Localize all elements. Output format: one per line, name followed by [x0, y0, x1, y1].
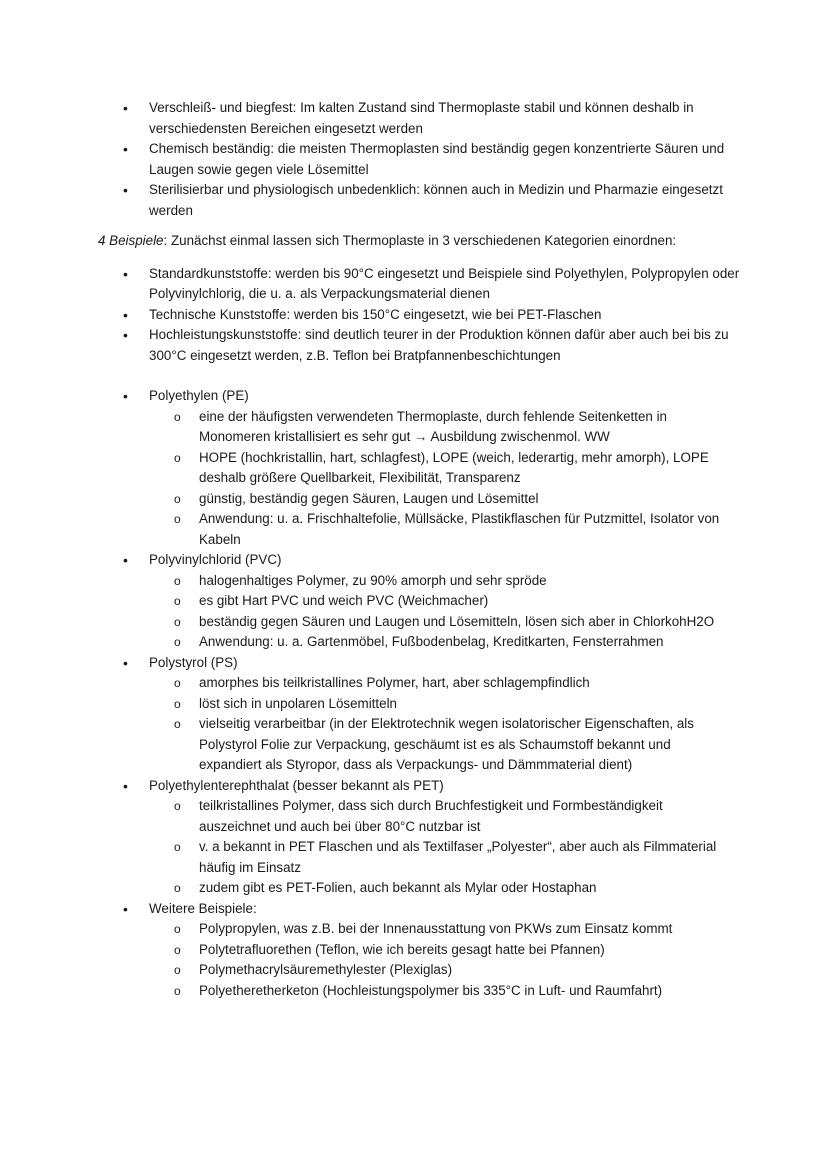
circle-bullet-icon: o — [174, 409, 181, 424]
bullet-icon: • — [123, 654, 128, 671]
list-item: • Chemisch beständig: die meisten Thermoplasten sind beständig gegen konzentrierte Säuren und Laugen sowie gegen viele Lösemittel — [123, 141, 725, 177]
polymer-item — [0, 653, 828, 776]
circle-bullet-icon: o — [174, 450, 181, 465]
circle-bullet-icon: o — [174, 922, 181, 936]
polymer-name: Polyvinylchlorid (PVC) — [149, 552, 282, 567]
circle-bullet-icon: o — [174, 942, 181, 957]
circle-bullet-icon: o — [174, 840, 181, 854]
sub-item: o beständig gegen Säuren und Laugen und Lösemitteln, lösen sich aber in ChlorkohH2O — [149, 612, 736, 633]
examples-intro: 4 Beispiele: Zunächst einmal lassen sich Thermoplaste in 3 verschiedenen Kategorien einordnen: — [98, 233, 677, 248]
bullet-icon: • — [123, 900, 128, 917]
sub-item: o eine der häufigsten verwendeten Thermoplaste, durch fehlende Seitenketten in Monomeren kristallisiert es sehr gut → Ausbildung zwischenmol. WW — [174, 408, 667, 444]
sub-list — [149, 571, 828, 653]
document-page — [0, 98, 828, 1001]
bullet-icon: • — [123, 182, 128, 198]
sub-item: o günstig, beständig gegen Säuren, Laugen und Lösemittel — [149, 489, 736, 510]
polymer-list — [0, 386, 828, 1001]
sub-item: o halogenhaltiges Polymer, zu 90% amorph und sehr spröde — [149, 571, 736, 592]
circle-bullet-icon: o — [174, 635, 181, 649]
bullet-icon: • — [123, 552, 128, 568]
sub-item: o Polypropylen, was z.B. bei der Innenausstattung von PKWs zum Einsatz kommt — [149, 919, 736, 940]
sub-list — [149, 673, 828, 776]
sub-item: o Polyetheretherketon (Hochleistungspolymer bis 335°C in Luft- und Raumfahrt) — [149, 981, 736, 1002]
sub-item: o es gibt Hart PVC und weich PVC (Weichmacher) — [149, 591, 736, 612]
list-item: • Technische Kunststoffe: werden bis 150°C eingesetzt, wie bei PET-Flaschen — [0, 305, 828, 326]
circle-bullet-icon: o — [174, 573, 181, 588]
sub-list — [149, 407, 828, 551]
polymer-item — [0, 776, 828, 899]
polymer-item — [0, 386, 828, 550]
circle-bullet-icon: o — [174, 696, 181, 711]
category-list — [0, 264, 828, 367]
sub-item: o Anwendung: u. a. Gartenmöbel, Fußbodenbelag, Kreditkarten, Fensterrahmen — [149, 632, 736, 653]
bullet-icon: • — [123, 100, 128, 116]
circle-bullet-icon: o — [174, 717, 181, 731]
circle-bullet-icon: o — [174, 983, 181, 998]
property-list — [0, 98, 828, 221]
circle-bullet-icon: o — [174, 799, 181, 813]
polymer-name: Polyethylen (PE) — [149, 388, 249, 403]
polymer-name: Polystyrol (PS) — [149, 654, 238, 670]
sub-item: o Anwendung: u. a. Frischhaltefolie, Müllsäcke, Plastikflaschen für Putzmittel, Isolator von Kabeln — [174, 511, 720, 547]
spacer — [0, 366, 828, 386]
circle-bullet-icon: o — [174, 491, 181, 506]
sub-list — [149, 919, 828, 1001]
circle-bullet-icon: o — [174, 512, 181, 526]
list-item: • Verschleiß- und biegfest: Im kalten Zustand sind Thermoplaste stabil und können deshalb in verschiedensten Bereichen eingesetzt werden — [123, 100, 694, 136]
bullet-icon: • — [123, 777, 128, 794]
sub-item: o v. a bekannt in PET Flaschen und als Textilfaser „Polyester“, aber auch als Filmmaterial häufig im Einsatz — [174, 839, 717, 875]
polymer-item — [0, 899, 828, 1002]
sub-item: o löst sich in unpolaren Lösemitteln — [149, 694, 736, 715]
bullet-icon: • — [123, 141, 128, 157]
polymer-name: Weitere Beispiele: — [149, 900, 257, 916]
sub-item: o Polytetrafluorethen (Teflon, wie ich bereits gesagt hatte bei Pfannen) — [149, 940, 736, 961]
list-item: • Hochleistungskunststoffe: sind deutlich teurer in der Produktion können dafür aber auch bei bis zu 300°C eingesetzt werden, z.B. Teflon bei Bratpfannenbeschichtungen — [123, 327, 729, 363]
circle-bullet-icon: o — [174, 594, 181, 608]
circle-bullet-icon: o — [174, 614, 181, 629]
sub-list — [149, 796, 828, 899]
polymer-item — [0, 550, 828, 653]
bullet-icon: • — [123, 388, 128, 404]
sub-item: o Polymethacrylsäuremethylester (Plexiglas) — [149, 960, 736, 981]
examples-label: 4 Beispiele — [98, 233, 164, 248]
polymer-name: Polyethylenterephthalat (besser bekannt als PET) — [149, 777, 444, 793]
list-item: • Standardkunststoffe: werden bis 90°C eingesetzt und Beispiele sind Polyethylen, Polypropylen oder Polyvinylchlorig, die u. a. als Verpackungsmaterial dienen — [123, 265, 740, 301]
circle-bullet-icon: o — [174, 963, 181, 977]
circle-bullet-icon: o — [174, 881, 181, 895]
sub-item: o vielseitig verarbeitbar (in der Elektrotechnik wegen isolatorischer Eigenschaften, als Polystyrol Folie zur Verpackung, geschäumt ist es als Schaumstoff bekannt und expandiert als Styropor, dass als Verpackungs- und Dämmmaterial dient) — [174, 716, 694, 772]
sub-item: o zudem gibt es PET-Folien, auch bekannt als Mylar oder Hostaphan — [149, 878, 736, 899]
bullet-icon: • — [123, 265, 128, 282]
bullet-icon: • — [123, 327, 128, 343]
sub-item: o HOPE (hochkristallin, hart, schlagfest), LOPE (weich, lederartig, mehr amorph), LOPE deshalb größere Quellbarkeit, Flexibilität, Transparenz — [174, 449, 709, 485]
sub-item: o amorphes bis teilkristallines Polymer, hart, aber schlagempfindlich — [149, 673, 736, 694]
bullet-icon: • — [123, 306, 128, 323]
sub-item: o teilkristallines Polymer, dass sich durch Bruchfestigkeit und Formbeständigkeit auszeichnet und auch bei über 80°C nutzbar ist — [174, 798, 663, 834]
list-item: • Sterilisierbar und physiologisch unbedenklich: können auch in Medizin und Pharmazie eingesetzt werden — [123, 182, 723, 218]
circle-bullet-icon: o — [174, 676, 181, 690]
